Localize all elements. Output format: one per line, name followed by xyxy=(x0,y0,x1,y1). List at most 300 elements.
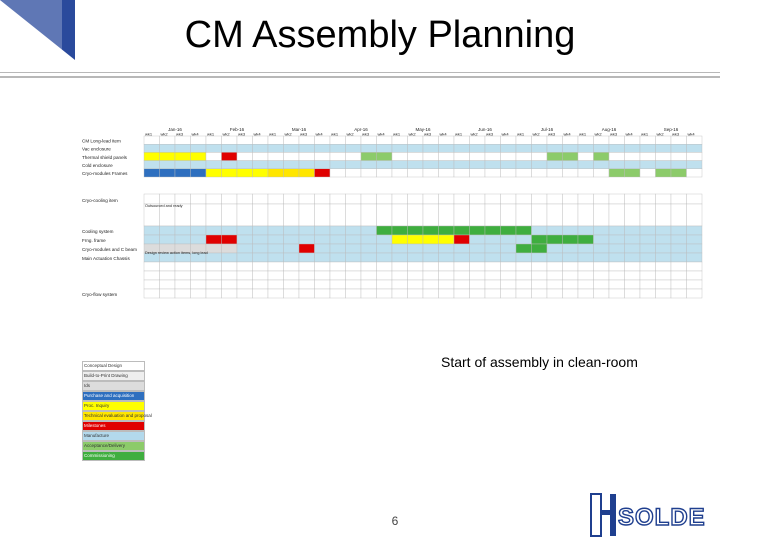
gantt-cell xyxy=(470,280,486,289)
gantt-cell xyxy=(594,253,610,262)
month-label: Mar-16 xyxy=(291,127,307,132)
gantt-cell xyxy=(392,271,408,280)
gantt-cell xyxy=(687,194,703,204)
gantt-cell xyxy=(485,136,501,144)
gantt-cell xyxy=(206,136,222,144)
gantt-cell xyxy=(470,262,486,271)
gantt-cell xyxy=(315,169,331,177)
gantt-cell xyxy=(330,262,346,271)
gantt-cell xyxy=(268,253,284,262)
gantt-cell xyxy=(144,169,160,177)
gantt-cell xyxy=(206,235,222,244)
gantt-cell xyxy=(144,262,160,271)
gantt-cell xyxy=(563,144,579,152)
gantt-cell xyxy=(532,226,548,235)
gantt-cell xyxy=(299,136,315,144)
gantt-cell xyxy=(547,280,563,289)
gantt-cell xyxy=(175,161,191,169)
gantt-cell xyxy=(485,169,501,177)
gantt-cell xyxy=(222,253,238,262)
gantt-cell xyxy=(408,144,424,152)
gantt-cell xyxy=(578,194,594,204)
gantt-cell xyxy=(191,204,207,226)
legend xyxy=(82,361,152,461)
gantt-cell xyxy=(237,144,253,152)
gantt-cell xyxy=(594,280,610,289)
gantt-cell xyxy=(315,235,331,244)
gantt-cell xyxy=(578,244,594,253)
gantt-cell xyxy=(377,144,393,152)
gantt-cell xyxy=(284,271,300,280)
week-label: wk4 xyxy=(191,131,199,137)
gantt-cell xyxy=(640,271,656,280)
gantt-cell xyxy=(284,253,300,262)
week-label: wk2 xyxy=(470,131,478,137)
gantt-cell xyxy=(439,169,455,177)
gantt-cell xyxy=(423,204,439,226)
week-label: wk1 xyxy=(641,131,649,137)
gantt-cell xyxy=(392,194,408,204)
gantt-cell xyxy=(191,144,207,152)
gantt-cell xyxy=(671,289,687,298)
gantt-cell xyxy=(330,244,346,253)
gantt-cell xyxy=(330,194,346,204)
gantt-cell xyxy=(563,289,579,298)
gantt-cell xyxy=(299,152,315,160)
week-label: wk3 xyxy=(672,131,680,137)
week-label: wk2 xyxy=(222,131,230,137)
gantt-cell xyxy=(160,262,176,271)
gantt-cell xyxy=(640,136,656,144)
svg-text:SOLDE: SOLDE xyxy=(618,504,706,531)
gantt-cell xyxy=(532,136,548,144)
gantt-cell xyxy=(656,244,672,253)
gantt-cell xyxy=(392,262,408,271)
gantt-cell xyxy=(315,262,331,271)
gantt-cell xyxy=(594,271,610,280)
task-label: Cooling system xyxy=(82,229,114,234)
gantt-cell xyxy=(501,152,517,160)
gantt-cell xyxy=(346,136,362,144)
gantt-cell xyxy=(191,161,207,169)
gantt-cell xyxy=(222,262,238,271)
legend-item: Technical evaluation and proposal xyxy=(82,411,145,421)
gantt-cell xyxy=(144,144,160,152)
month-label: Jul-16 xyxy=(540,127,554,132)
gantt-cell xyxy=(237,244,253,253)
gantt-cell xyxy=(687,226,703,235)
gantt-cell xyxy=(253,136,269,144)
gantt-cell xyxy=(625,136,641,144)
gantt-cell xyxy=(284,169,300,177)
gantt-cell xyxy=(532,235,548,244)
gantt-cell xyxy=(191,136,207,144)
gantt-cell xyxy=(532,244,548,253)
gantt-cell xyxy=(408,152,424,160)
gantt-cell xyxy=(253,152,269,160)
gantt-cell xyxy=(377,262,393,271)
gantt-cell xyxy=(299,262,315,271)
gantt-cell xyxy=(361,144,377,152)
gantt-cell xyxy=(470,253,486,262)
gantt-cell xyxy=(563,253,579,262)
gantt-cell xyxy=(578,136,594,144)
gantt-cell xyxy=(687,253,703,262)
gantt-cell xyxy=(253,289,269,298)
gantt-cell xyxy=(408,161,424,169)
week-label: wk2 xyxy=(408,131,416,137)
gantt-cell xyxy=(625,271,641,280)
task-label: Thermal shield panels xyxy=(82,154,127,160)
gantt-cell xyxy=(516,136,532,144)
gantt-cell xyxy=(687,271,703,280)
gantt-cell xyxy=(625,194,641,204)
gantt-cell xyxy=(222,169,238,177)
gantt-cell xyxy=(392,289,408,298)
gantt-cell xyxy=(485,244,501,253)
week-label: wk2 xyxy=(160,131,168,137)
gantt-cell xyxy=(175,280,191,289)
gantt-cell xyxy=(237,161,253,169)
gantt-cell xyxy=(222,136,238,144)
gantt-cell xyxy=(470,152,486,160)
divider xyxy=(0,72,720,73)
week-label: wk1 xyxy=(207,131,215,137)
task-label: Vac enclosure xyxy=(82,146,111,152)
gantt-cell xyxy=(594,289,610,298)
gantt-cell xyxy=(516,144,532,152)
gantt-cell xyxy=(222,235,238,244)
week-label: wk4 xyxy=(687,131,695,137)
gantt-cell xyxy=(532,253,548,262)
gantt-cell xyxy=(175,226,191,235)
week-label: wk4 xyxy=(253,131,261,137)
gantt-cell xyxy=(578,289,594,298)
gantt-cell xyxy=(299,161,315,169)
gantt-cell xyxy=(284,280,300,289)
gantt-cell xyxy=(547,253,563,262)
gantt-cell xyxy=(594,235,610,244)
week-label: wk4 xyxy=(563,131,571,137)
gantt-cell xyxy=(625,235,641,244)
gantt-cell xyxy=(485,144,501,152)
gantt-cell xyxy=(175,271,191,280)
gantt-cell xyxy=(222,226,238,235)
gantt-cell xyxy=(268,204,284,226)
gantt-cell xyxy=(253,161,269,169)
gantt-cell xyxy=(532,169,548,177)
task-label: Cryo-cooling item xyxy=(82,198,118,203)
gantt-cell xyxy=(284,244,300,253)
gantt-cell xyxy=(609,262,625,271)
gantt-cell xyxy=(377,152,393,160)
gantt-cell xyxy=(485,271,501,280)
gantt-cell xyxy=(361,169,377,177)
gantt-cell xyxy=(501,204,517,226)
gantt-cell xyxy=(315,204,331,226)
gantt-cell xyxy=(656,226,672,235)
gantt-cell xyxy=(625,144,641,152)
gantt-cell xyxy=(625,244,641,253)
gantt-cell xyxy=(656,144,672,152)
gantt-cell xyxy=(470,204,486,226)
gantt-cell xyxy=(206,271,222,280)
gantt-cell xyxy=(222,161,238,169)
gantt-cell xyxy=(671,136,687,144)
gantt-cell xyxy=(454,204,470,226)
gantt-cell xyxy=(346,253,362,262)
gantt-cell xyxy=(656,136,672,144)
gantt-cell xyxy=(547,144,563,152)
gantt-cell xyxy=(330,204,346,226)
gantt-cell xyxy=(315,161,331,169)
gantt-cell xyxy=(454,235,470,244)
gantt-cell xyxy=(609,204,625,226)
gantt-cell xyxy=(454,244,470,253)
gantt-chart xyxy=(82,126,706,328)
task-label: Cryo-modules and C beam xyxy=(82,247,137,252)
gantt-cell xyxy=(563,194,579,204)
gantt-cell xyxy=(315,289,331,298)
gantt-cell xyxy=(284,262,300,271)
gantt-cell xyxy=(253,194,269,204)
legend-item: Build-to-Print Drawing xyxy=(82,371,145,381)
gantt-cell xyxy=(268,169,284,177)
gantt-cell xyxy=(268,161,284,169)
gantt-cell xyxy=(175,194,191,204)
gantt-cell xyxy=(470,289,486,298)
gantt-cell xyxy=(547,244,563,253)
gantt-cell xyxy=(253,262,269,271)
gantt-cell xyxy=(640,204,656,226)
month-label: Jun-16 xyxy=(478,127,492,132)
gantt-cell xyxy=(377,226,393,235)
gantt-cell xyxy=(284,144,300,152)
gantt-cell xyxy=(392,144,408,152)
gantt-cell xyxy=(361,262,377,271)
gantt-cell xyxy=(160,271,176,280)
gantt-cell xyxy=(346,262,362,271)
gantt-cell xyxy=(563,169,579,177)
gantt-cell xyxy=(237,253,253,262)
gantt-cell xyxy=(547,204,563,226)
gantt-cell xyxy=(671,194,687,204)
gantt-cell xyxy=(392,226,408,235)
gantt-cell xyxy=(330,152,346,160)
gantt-cell xyxy=(532,194,548,204)
week-label: wk3 xyxy=(300,131,308,137)
gantt-cell xyxy=(299,280,315,289)
gantt-cell xyxy=(361,253,377,262)
gantt-cell xyxy=(408,235,424,244)
gantt-cell xyxy=(253,244,269,253)
gantt-cell xyxy=(160,152,176,160)
gantt-cell xyxy=(439,253,455,262)
gantt-cell xyxy=(268,271,284,280)
gantt-cell xyxy=(609,280,625,289)
gantt-cell xyxy=(330,136,346,144)
gantt-cell xyxy=(609,152,625,160)
gantt-cell xyxy=(346,244,362,253)
task-label: Cryo-flow system xyxy=(82,292,118,297)
gantt-cell xyxy=(408,226,424,235)
gantt-cell xyxy=(501,253,517,262)
gantt-cell xyxy=(423,262,439,271)
gantt-cell xyxy=(516,262,532,271)
gantt-cell xyxy=(532,161,548,169)
gantt-cell xyxy=(408,289,424,298)
gantt-cell xyxy=(640,152,656,160)
gantt-cell xyxy=(578,262,594,271)
gantt-cell xyxy=(423,161,439,169)
gantt-cell xyxy=(454,161,470,169)
gantt-cell xyxy=(501,262,517,271)
gantt-cell xyxy=(454,144,470,152)
gantt-cell xyxy=(206,144,222,152)
gantt-cell xyxy=(671,152,687,160)
gantt-cell xyxy=(671,169,687,177)
gantt-cell xyxy=(268,235,284,244)
gantt-cell xyxy=(640,144,656,152)
month-label: May-16 xyxy=(415,127,431,132)
gantt-cell xyxy=(516,226,532,235)
gantt-cell xyxy=(160,136,176,144)
gantt-cell xyxy=(671,204,687,226)
gantt-cell xyxy=(687,144,703,152)
gantt-cell xyxy=(439,194,455,204)
gantt-cell xyxy=(237,194,253,204)
gantt-cell xyxy=(175,136,191,144)
gantt-cell xyxy=(175,152,191,160)
gantt-cell xyxy=(408,204,424,226)
gantt-cell xyxy=(485,289,501,298)
gantt-cell xyxy=(439,226,455,235)
gantt-cell xyxy=(578,204,594,226)
gantt-cell xyxy=(470,226,486,235)
gantt-cell xyxy=(361,152,377,160)
gantt-cell xyxy=(454,194,470,204)
gantt-cell xyxy=(594,226,610,235)
week-label: wk4 xyxy=(377,131,385,137)
gantt-cell xyxy=(609,144,625,152)
gantt-cell xyxy=(516,235,532,244)
gantt-cell xyxy=(501,169,517,177)
gantt-cell xyxy=(439,289,455,298)
gantt-cell xyxy=(439,161,455,169)
gantt-cell xyxy=(268,280,284,289)
gantt-cell xyxy=(237,152,253,160)
gantt-cell xyxy=(284,161,300,169)
gantt-cell xyxy=(253,280,269,289)
gantt-cell xyxy=(609,235,625,244)
cell-note: Design review action items, long lead xyxy=(145,251,208,255)
gantt-cell xyxy=(144,194,160,204)
gantt-cell xyxy=(625,152,641,160)
gantt-cell xyxy=(656,161,672,169)
gantt-cell xyxy=(485,235,501,244)
gantt-cell xyxy=(392,253,408,262)
gantt-cell xyxy=(563,280,579,289)
gantt-cell xyxy=(578,161,594,169)
gantt-cell xyxy=(563,152,579,160)
gantt-cell xyxy=(144,280,160,289)
gantt-cell xyxy=(284,194,300,204)
gantt-cell xyxy=(485,262,501,271)
gantt-cell xyxy=(175,262,191,271)
gantt-cell xyxy=(687,204,703,226)
gantt-cell xyxy=(160,169,176,177)
gantt-cell xyxy=(656,194,672,204)
gantt-cell xyxy=(160,194,176,204)
gantt-cell xyxy=(144,152,160,160)
gantt-cell xyxy=(594,262,610,271)
gantt-cell xyxy=(253,169,269,177)
gantt-cell xyxy=(640,253,656,262)
gantt-cell xyxy=(377,244,393,253)
gantt-cell xyxy=(237,289,253,298)
gantt-cell xyxy=(470,194,486,204)
gantt-cell xyxy=(392,235,408,244)
gantt-cell xyxy=(191,152,207,160)
gantt-cell xyxy=(594,152,610,160)
gantt-cell xyxy=(671,253,687,262)
gantt-cell xyxy=(439,152,455,160)
gantt-cell xyxy=(485,253,501,262)
gantt-cell xyxy=(609,271,625,280)
gantt-cell xyxy=(330,280,346,289)
legend-item: Ids xyxy=(82,381,145,391)
gantt-cell xyxy=(439,262,455,271)
gantt-cell xyxy=(687,161,703,169)
gantt-cell xyxy=(532,204,548,226)
gantt-cell xyxy=(516,152,532,160)
gantt-cell xyxy=(532,280,548,289)
week-label: wk4 xyxy=(501,131,509,137)
gantt-cell xyxy=(191,289,207,298)
gantt-cell xyxy=(532,289,548,298)
gantt-cell xyxy=(315,226,331,235)
gantt-cell xyxy=(625,169,641,177)
gantt-cell xyxy=(206,204,222,226)
gantt-cell xyxy=(144,271,160,280)
gantt-cell xyxy=(501,136,517,144)
gantt-cell xyxy=(594,194,610,204)
gantt-cell xyxy=(454,136,470,144)
gantt-cell xyxy=(253,226,269,235)
gantt-cell xyxy=(656,235,672,244)
gantt-cell xyxy=(423,280,439,289)
gantt-cell xyxy=(361,235,377,244)
week-label: wk4 xyxy=(439,131,447,137)
gantt-cell xyxy=(206,226,222,235)
gantt-cell xyxy=(377,280,393,289)
gantt-cell xyxy=(315,194,331,204)
task-label: Cryo-modules Frames xyxy=(82,171,128,177)
gantt-cell xyxy=(423,144,439,152)
gantt-cell xyxy=(237,136,253,144)
week-label: wk1 xyxy=(145,131,153,137)
gantt-cell xyxy=(516,253,532,262)
gantt-cell xyxy=(346,280,362,289)
gantt-cell xyxy=(439,280,455,289)
gantt-cell xyxy=(470,244,486,253)
gantt-cell xyxy=(346,271,362,280)
gantt-cell xyxy=(516,289,532,298)
gantt-cell xyxy=(454,280,470,289)
gantt-cell xyxy=(222,289,238,298)
gantt-cell xyxy=(191,235,207,244)
gantt-cell xyxy=(361,136,377,144)
